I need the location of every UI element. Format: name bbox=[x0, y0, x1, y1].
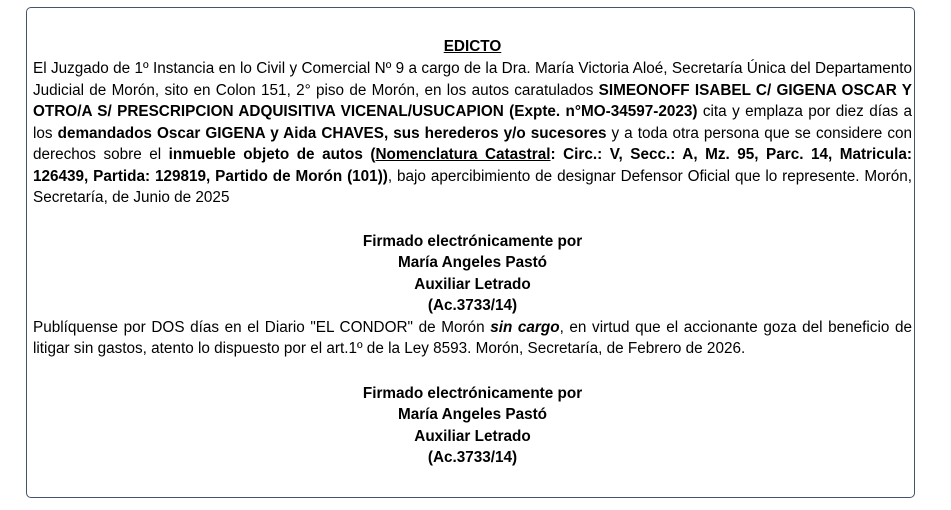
signature-line-signed: Firmado electrónicamente por bbox=[362, 384, 583, 402]
edicto-text-1: El Juzgado de 1º Instancia en lo Civil y Comercial Nº 9 a cargo de la Dra. María Victoria Aloé, Secretaría Única del Departamento Judicial de Morón, sito en Colon 151, 2° piso de Morón, en los autos caratulados bbox=[33, 60, 912, 99]
signature-reference: (Ac.3733/14) bbox=[427, 449, 518, 466]
cadastral-label: Nomenclatura Catastral bbox=[375, 146, 551, 163]
edicto-text-2: cita y emplaza por diez días a los bbox=[33, 103, 912, 142]
signature-line-signed: Firmado electrónicamente por bbox=[362, 232, 583, 250]
case-caption: SIMEONOFF ISABEL C/ GIGENA OSCAR Y OTRO/A S/ PRESCRIPCION ADQUISITIVA VICENAL/USUCAPION (Expte. n°MO-34597-2023) bbox=[33, 81, 912, 120]
no-charge-text: sin cargo bbox=[490, 318, 560, 336]
edicto-text-3: y a toda otra persona que se considere con derechos sobre el bbox=[33, 124, 912, 163]
publication-text-2: , en virtud que el accionante goza del beneficio de litigar sin gastos, atento lo dispuesto por el art.1º de la Ley 8593. Morón, Secretaría, de Febrero de 2026. bbox=[33, 318, 912, 357]
cadastral-details: : Circ.: V, Secc.: A, Mz. 95, Parc. 14, Matricula: 126439, Partida: 129819, Partido de Morón (101)) bbox=[33, 146, 912, 185]
defendants: demandados Oscar GIGENA y Aida CHAVES, sus herederos y/o sucesores bbox=[57, 124, 607, 142]
signature-name: María Angeles Pastó bbox=[397, 406, 548, 423]
edicto-text-4: , bajo apercibimiento de designar Defensor Oficial que lo represente. Morón, Secretaría, de Junio de 2025 bbox=[33, 167, 912, 206]
document-content bbox=[33, 36, 912, 469]
signature-role: Auxiliar Letrado bbox=[414, 427, 531, 445]
publication-paragraph bbox=[33, 317, 912, 360]
signature-name: María Angeles Pastó bbox=[397, 254, 548, 271]
spacer bbox=[33, 360, 912, 383]
property-label: inmueble objeto de autos ( bbox=[168, 146, 376, 163]
edicto-paragraph bbox=[33, 58, 912, 209]
signature-role: Auxiliar Letrado bbox=[414, 275, 531, 293]
spacer bbox=[33, 209, 912, 231]
publication-text-1: Publíquense por DOS días en el Diario "EL CONDOR" de Morón bbox=[33, 318, 491, 336]
signature-block-2 bbox=[33, 383, 912, 469]
signature-reference: (Ac.3733/14) bbox=[427, 297, 518, 314]
document-title: EDICTO bbox=[443, 38, 502, 55]
signature-block-1 bbox=[33, 231, 912, 317]
